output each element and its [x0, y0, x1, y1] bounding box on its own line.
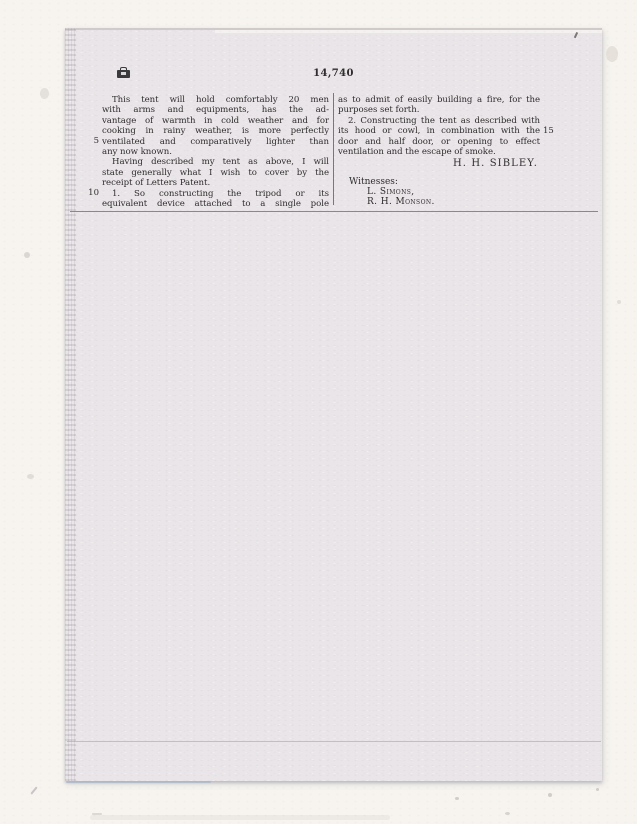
line-number: 5 [93, 136, 99, 146]
page-edge-shadow [66, 781, 211, 783]
text-line: receipt of Letters Patent. [102, 178, 211, 189]
scan-speck [24, 252, 30, 258]
witness-name: L. Simons, [367, 187, 415, 197]
text-line: 1. So constructing the tripod or its [112, 188, 329, 199]
text-line: 2. Constructing the tent as described with [348, 115, 540, 126]
text-line: cooking in rainy weather, is more perfectly [102, 126, 329, 137]
scan-speck [617, 300, 621, 304]
witnesses-label: Witnesses: [349, 177, 398, 187]
text-line: any now known. [102, 146, 172, 157]
text-line: vantage of warmth in cold weather and for [102, 115, 329, 126]
scan-speck [505, 812, 510, 815]
section-end-rule [70, 211, 598, 212]
scan-speck [27, 474, 34, 479]
text-line: door and half door, or opening to effect [338, 136, 540, 147]
text-line: purposes set forth. [338, 105, 420, 116]
inventor-signature: H. H. SIBLEY. [452, 158, 538, 169]
column-divider-rule [333, 93, 334, 205]
text-line: equivalent device attached to a single pole [102, 198, 329, 209]
scan-speck [606, 46, 618, 62]
text-line: as to admit of easily building a fire, for the [338, 95, 540, 105]
scan-speck [40, 88, 49, 99]
footer-rule [67, 741, 601, 742]
scan-speck [30, 786, 37, 794]
scan-speck [455, 797, 459, 800]
line-number: 15 [543, 126, 554, 136]
text-line: This tent will hold comfortably 20 men [112, 95, 329, 105]
paper-sheet [65, 28, 602, 781]
line-number: 10 [88, 188, 99, 198]
scan-left-texture [65, 28, 76, 781]
text-line: ventilation and the escape of smoke. [338, 146, 496, 157]
text-line: with arms and equipments, has the ad- [102, 105, 329, 116]
right-text-column [338, 95, 540, 157]
left-text-column [102, 95, 329, 209]
text-line: ventilated and comparatively lighter than [102, 136, 329, 147]
underlying-sheet-edge [215, 30, 602, 33]
scan-smudge [90, 815, 390, 820]
scan-speck [596, 788, 599, 791]
patent-number: 14,740 [313, 68, 354, 79]
text-line: its hood or cowl, in combination with the [338, 126, 540, 137]
scan-speck [548, 793, 552, 797]
text-line: state generally what I wish to cover by the [102, 167, 329, 178]
scan-speck [92, 813, 102, 815]
text-line: Having described my tent as above, I will [112, 157, 329, 168]
witness-name: R. H. Monson. [367, 197, 435, 207]
